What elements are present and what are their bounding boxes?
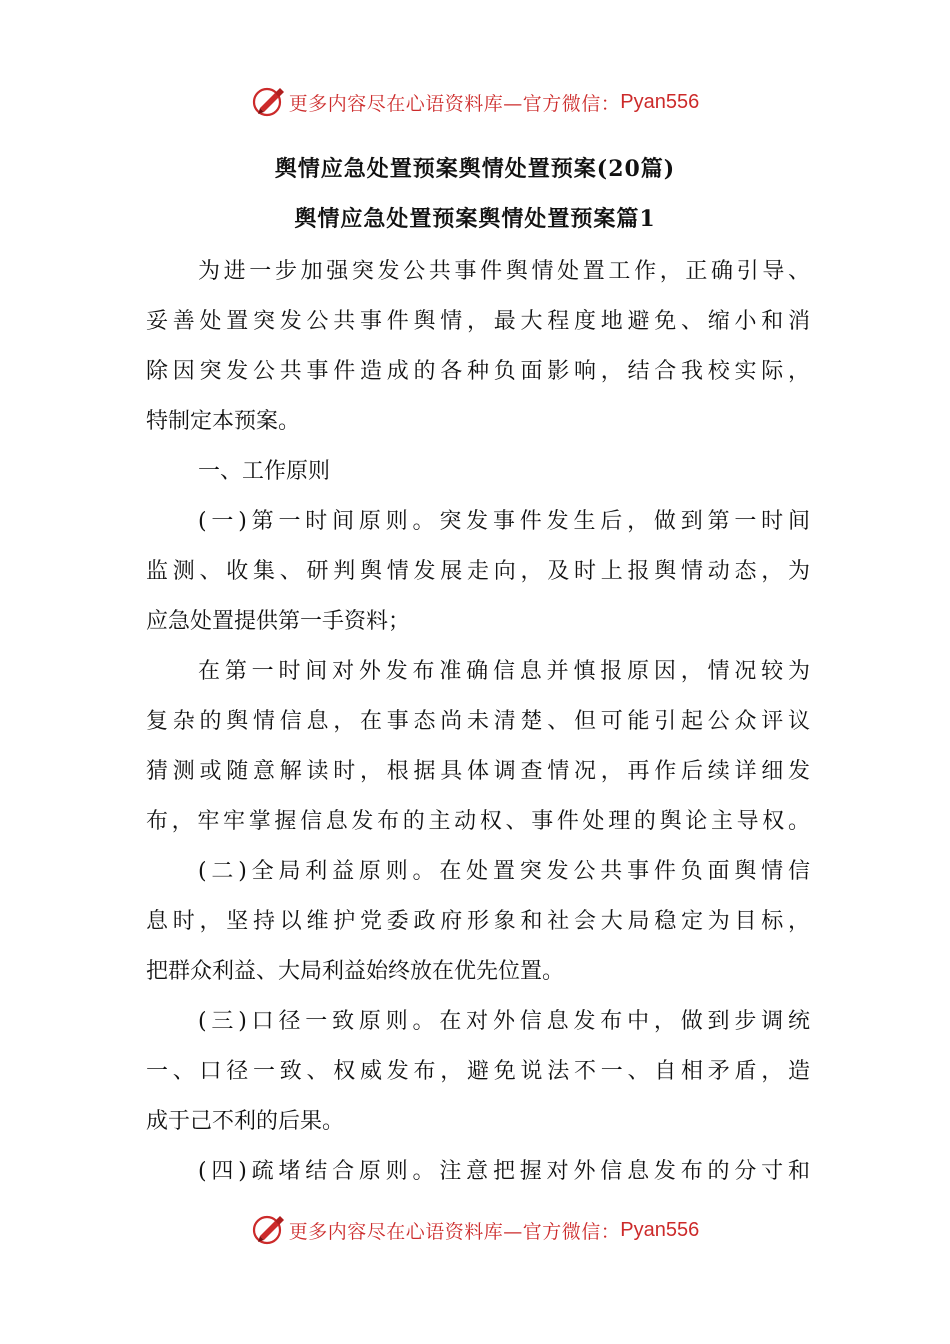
watermark-banner-top: [0, 82, 950, 122]
pen-logo-icon: [251, 84, 287, 120]
text-line: (二)全局利益原则。在处置突发公共事件负面舆情信: [198, 859, 810, 884]
text-line: (一)第一时间原则。突发事件发生后，做到第一时间: [198, 509, 810, 534]
document-body: [146, 247, 810, 1197]
text-line: 应急处置提供第一手资料；: [146, 609, 411, 634]
wechat-id: Pyan556: [620, 1218, 700, 1241]
watermark-banner-bottom: [0, 1210, 950, 1250]
wechat-id: Pyan556: [620, 90, 700, 113]
text-line: 妥善处置突发公共事件舆情，最大程度地避免、缩小和消: [146, 309, 810, 334]
section-heading: 一、工作原则: [198, 459, 331, 484]
watermark-text: 更多内容尽在心语资料库—官方微信：: [288, 1220, 621, 1243]
text-line: 一、口径一致、权威发布，避免说法不一、自相矛盾，造: [146, 1059, 810, 1084]
document-subtitle: 舆情应急处置预案舆情处置预案篇1: [294, 206, 656, 232]
document-title: 舆情应急处置预案舆情处置预案(20篇): [274, 156, 676, 182]
text-line: 复杂的舆情信息，在事态尚未清楚、但可能引起公众评议: [146, 709, 810, 734]
text-line: 息时，坚持以维护党委政府形象和社会大局稳定为目标，: [146, 909, 810, 934]
pen-logo-icon: [251, 1212, 287, 1248]
text-line: 监测、收集、研判舆情发展走向，及时上报舆情动态，为: [146, 559, 810, 584]
text-line: 成于己不利的后果。: [146, 1109, 345, 1134]
text-line: 布，牢牢掌握信息发布的主动权、事件处理的舆论主导权。: [146, 809, 810, 834]
text-line: 为进一步加强突发公共事件舆情处置工作，正确引导、: [198, 259, 810, 284]
text-line: 除因突发公共事件造成的各种负面影响，结合我校实际，: [146, 359, 810, 384]
text-line: 在第一时间对外发布准确信息并慎报原因，情况较为: [198, 659, 810, 684]
text-line: 把群众利益、大局利益始终放在优先位置。: [146, 959, 565, 984]
text-line: (四)疏堵结合原则。注意把握对外信息发布的分寸和: [198, 1159, 810, 1184]
text-line: 特制定本预案。: [146, 409, 301, 434]
watermark-text: 更多内容尽在心语资料库—官方微信：: [288, 92, 621, 115]
text-line: (三)口径一致原则。在对外信息发布中，做到步调统: [198, 1009, 810, 1034]
text-line: 猜测或随意解读时，根据具体调查情况，再作后续详细发: [146, 759, 810, 784]
